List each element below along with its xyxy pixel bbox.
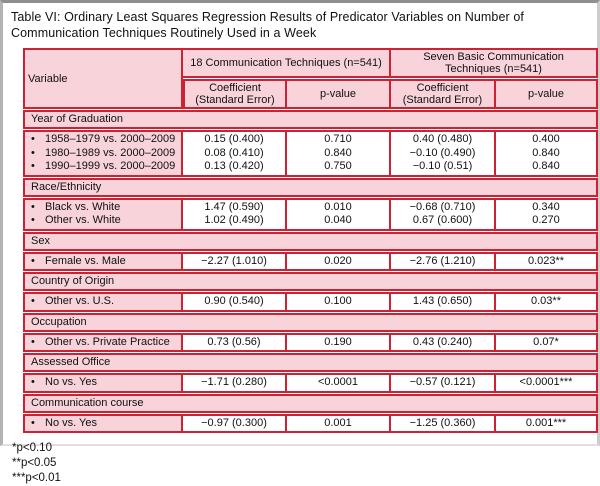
value: 0.13 (0.420) [204, 160, 264, 172]
value: 0.15 (0.400) [204, 133, 264, 145]
row-labels-cell [23, 373, 183, 393]
table-row-country-of-origin [23, 292, 598, 312]
value: −0.68 (0.710) [409, 200, 476, 213]
row-label: • Other vs. U.S. [28, 295, 178, 309]
value: 0.270 [532, 214, 560, 226]
cell-coefficient-18 [183, 130, 287, 177]
column-header-variable: Variable [23, 48, 183, 109]
cell-pvalue-7: 0.001*** [496, 414, 598, 434]
cell-coefficient-18 [183, 198, 287, 231]
cell-coefficient-18: −0.97 (0.300) [183, 414, 287, 434]
value: 0.340 [532, 200, 560, 213]
section-label: Communication course [23, 394, 598, 413]
section-label: Occupation [23, 313, 598, 332]
cell-coefficient-7 [391, 198, 496, 231]
cell-pvalue-7 [496, 130, 598, 177]
footnote-p-001: ***p<0.01 [12, 472, 61, 484]
cell-pvalue-18: 0.001 [287, 414, 391, 434]
value: 0.67 (0.600) [412, 214, 473, 226]
row-labels-cell [23, 130, 183, 177]
value: 0.400 [532, 133, 560, 145]
cell-coefficient-18: 0.90 (0.540) [183, 292, 287, 312]
row-labels-cell [23, 252, 183, 272]
section-label: Sex [23, 232, 598, 251]
value: 0.08 (0.410) [204, 146, 264, 159]
footnotes [12, 441, 589, 486]
cell-coefficient-7: −2.76 (1.210) [391, 252, 496, 272]
row-label: • No vs. Yes [28, 376, 178, 390]
regression-table [23, 47, 598, 434]
value: 0.840 [532, 160, 560, 172]
value: −0.10 (0.51) [412, 160, 473, 172]
cell-pvalue-18: 0.100 [287, 292, 391, 312]
column-header-coefficient-18: Coefficient (Standard Error) [183, 79, 287, 109]
row-label: • 1958–1979 vs. 2000–2009 [28, 133, 178, 147]
section-header-year-of-graduation [23, 110, 598, 129]
value: 1.02 (0.490) [204, 214, 264, 226]
table-row-year-of-graduation [23, 130, 598, 177]
value: 0.710 [324, 133, 352, 145]
table-row-sex [23, 252, 598, 272]
cell-pvalue-18: <0.0001 [287, 373, 391, 393]
section-header-race-ethnicity [23, 178, 598, 197]
cell-coefficient-7: 1.43 (0.650) [391, 292, 496, 312]
column-header-pvalue-18: p-value [287, 79, 391, 109]
section-label: Country of Origin [23, 272, 598, 291]
cell-pvalue-18 [287, 198, 391, 231]
section-header-occupation [23, 313, 598, 332]
table-row-assessed-office [23, 373, 598, 393]
cell-coefficient-7: −1.25 (0.360) [391, 414, 496, 434]
cell-pvalue-18: 0.190 [287, 333, 391, 353]
column-group-seven-basic: Seven Basic Communication Techniques (n=541) [391, 48, 598, 78]
cell-coefficient-18: 0.73 (0.56) [183, 333, 287, 353]
cell-pvalue-18 [287, 130, 391, 177]
value: 1.47 (0.590) [204, 200, 264, 213]
section-header-country-of-origin [23, 272, 598, 291]
column-header-coefficient-7: Coefficient (Standard Error) [391, 79, 496, 109]
value: 0.840 [532, 146, 560, 159]
value: 0.840 [324, 146, 352, 159]
section-label: Race/Ethnicity [23, 178, 598, 197]
table-row-communication-course [23, 414, 598, 434]
table-row-occupation [23, 333, 598, 353]
row-label: • 1980–1989 vs. 2000–2009 [28, 147, 178, 161]
section-label: Assessed Office [23, 353, 598, 372]
section-header-communication-course [23, 394, 598, 413]
row-labels-cell [23, 198, 183, 231]
footnote-p-010: *p<0.10 [12, 442, 52, 454]
cell-coefficient-7 [391, 130, 496, 177]
value: −0.10 (0.490) [409, 146, 476, 159]
cell-coefficient-18: −1.71 (0.280) [183, 373, 287, 393]
value: 0.010 [324, 200, 352, 213]
group-header-row [23, 48, 598, 78]
row-labels-cell [23, 292, 183, 312]
value: 0.040 [324, 214, 352, 226]
cell-coefficient-18: −2.27 (1.010) [183, 252, 287, 272]
footnote-p-005: **p<0.05 [12, 457, 57, 469]
cell-coefficient-7: 0.43 (0.240) [391, 333, 496, 353]
row-label: • Female vs. Male [28, 255, 178, 269]
cell-pvalue-7: 0.023** [496, 252, 598, 272]
row-label: • No vs. Yes [28, 417, 178, 431]
cell-pvalue-7: 0.07* [496, 333, 598, 353]
cell-coefficient-7: −0.57 (0.121) [391, 373, 496, 393]
row-label: • Other vs. Private Practice [28, 336, 178, 350]
table-title: Table VI: Ordinary Least Squares Regression Results of Predicator Variables on Number of Communication Techniques Routinely Used in a Week [11, 10, 524, 40]
value: 0.750 [324, 160, 352, 172]
row-label: • Black vs. White [28, 201, 178, 215]
cell-pvalue-18: 0.020 [287, 252, 391, 272]
cell-pvalue-7: <0.0001*** [496, 373, 598, 393]
row-label: • Other vs. White [28, 214, 178, 228]
section-header-sex [23, 232, 598, 251]
row-labels-cell [23, 333, 183, 353]
column-header-pvalue-7: p-value [496, 79, 598, 109]
cell-pvalue-7 [496, 198, 598, 231]
row-labels-cell [23, 414, 183, 434]
table-row-race-ethnicity [23, 198, 598, 231]
row-label: • 1990–1999 vs. 2000–2009 [28, 160, 178, 174]
cell-pvalue-7: 0.03** [496, 292, 598, 312]
section-header-assessed-office [23, 353, 598, 372]
value: 0.40 (0.480) [412, 133, 473, 145]
section-label: Year of Graduation [23, 110, 598, 129]
column-group-18-techniques: 18 Communication Techniques (n=541) [183, 48, 391, 78]
